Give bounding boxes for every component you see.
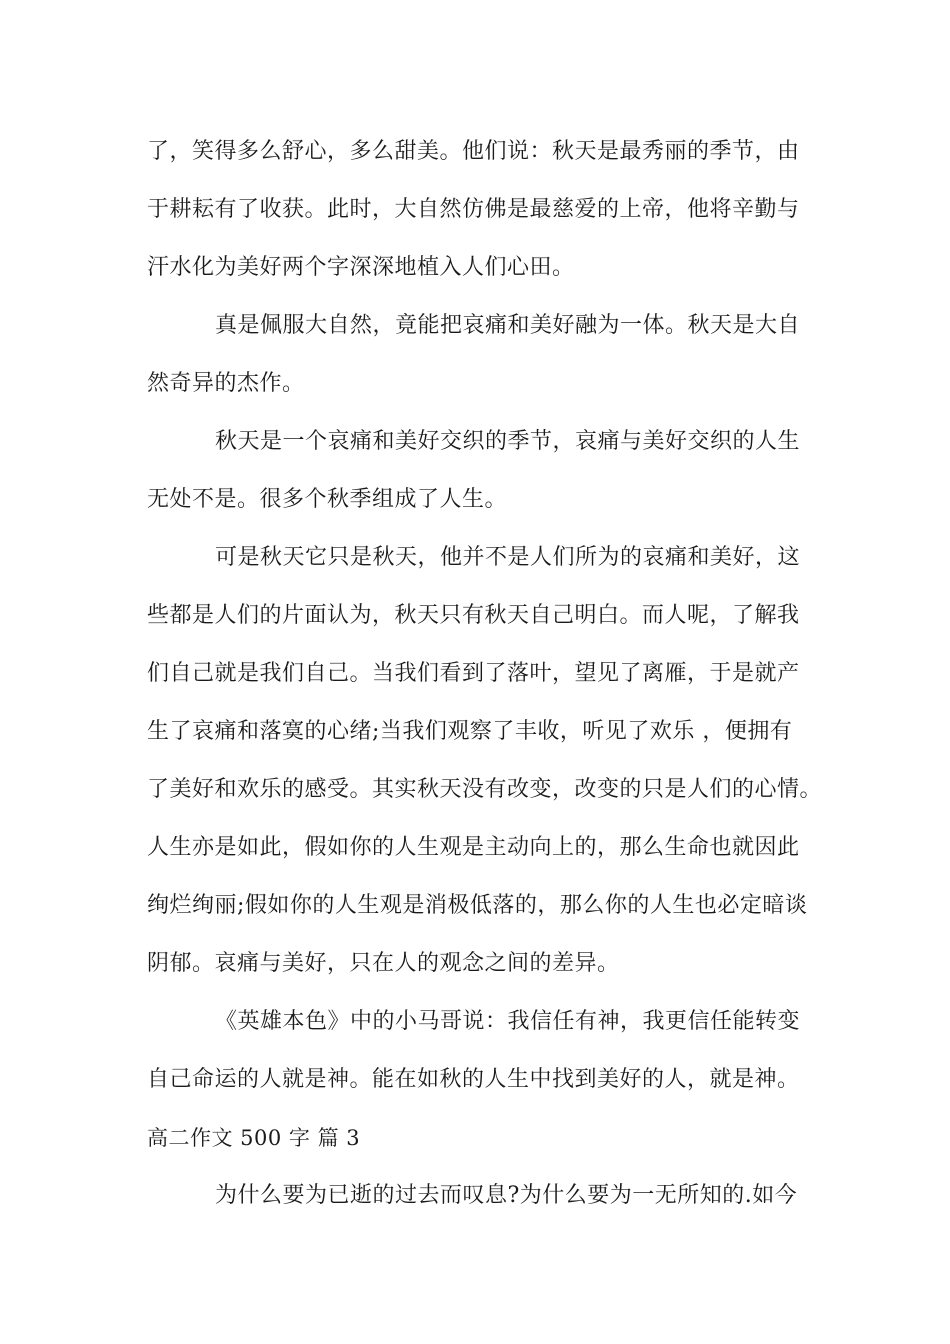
essay-text [147, 130, 823, 1232]
text-line: 了，笑得多么舒心，多么甜美。他们说：秋天是最秀丽的季节，由 [147, 139, 800, 164]
text-line: 无处不是。很多个秋季组成了人生。 [147, 487, 508, 512]
paragraph-start-line: 《英雄本色》中的小马哥说：我信任有神，我更信任能转变 [215, 1009, 801, 1034]
text-line: 些都是人们的片面认为，秋天只有秋天自己明白。而人呢，了解我 [147, 603, 800, 628]
text-line: 了美好和欢乐的感受。其实秋天没有改变，改变的只是人们的心情。 [147, 777, 823, 802]
paragraph-start-line: 秋天是一个哀痛和美好交织的季节，哀痛与美好交织的人生 [215, 429, 801, 454]
text-line: 自己命运的人就是神。能在如秋的人生中找到美好的人，就是神。 [147, 1067, 800, 1092]
text-line: 生了哀痛和落寞的心绪;当我们观察了丰收，听见了欢乐 ，便拥有 [147, 719, 793, 744]
paragraph-start-line: 真是佩服大自然，竟能把哀痛和美好融为一体。秋天是大自 [215, 313, 801, 338]
text-line: 然奇异的杰作。 [147, 371, 305, 396]
text-line: 于耕耘有了收获。此时，大自然仿佛是最慈爱的上帝，他将辛勤与 [147, 197, 800, 222]
text-line: 绚烂绚丽;假如你的人生观是消极低落的，那么你的人生也必定暗谈 [147, 893, 808, 918]
text-line: 人生亦是如此，假如你的人生观是主动向上的，那么生命也就因此 [147, 835, 800, 860]
text-line: 们自己就是我们自己。当我们看到了落叶，望见了离雁，于是就产 [147, 661, 800, 686]
paragraph-start-line: 可是秋天它只是秋天，他并不是人们所为的哀痛和美好，这 [215, 545, 801, 570]
paragraph-start-line: 为什么要为已逝的过去而叹息?为什么要为一无所知的.如今 [215, 1183, 798, 1208]
section-heading: 高二作文 500 字 篇 3 [147, 1126, 361, 1150]
text-line: 汗水化为美好两个字深深地植入人们心田。 [147, 255, 575, 280]
text-line: 阴郁。哀痛与美好，只在人的观念之间的差异。 [147, 951, 620, 976]
